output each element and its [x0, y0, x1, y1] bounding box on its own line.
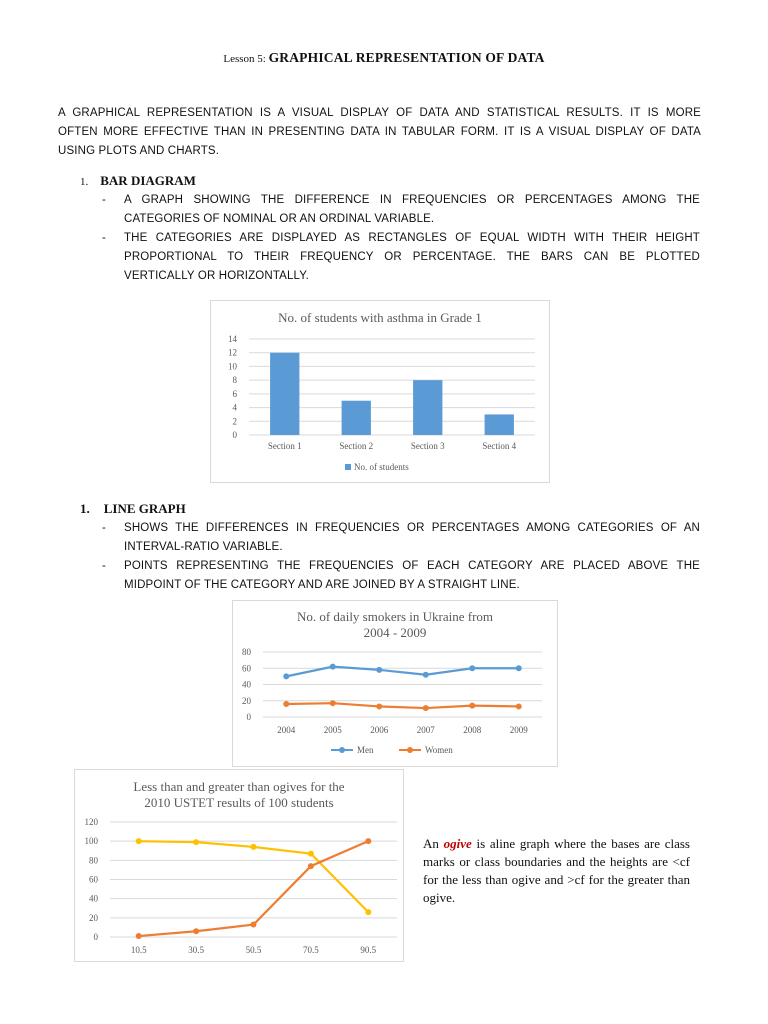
- bar-bullet-1: [102, 191, 700, 229]
- data-point: [423, 705, 429, 711]
- ogive-note: [423, 835, 690, 907]
- bullet-line: SHOWS THE DIFFERENCES IN FREQUENCIES OR PERCENTAGES AMONG CATEGORIES OF AN: [124, 522, 700, 534]
- intro-line: USING PLOTS AND CHARTS.: [58, 145, 220, 157]
- y-tick-label: 80: [89, 855, 98, 866]
- chart-title: Less than and greater than ogives for the: [133, 779, 345, 794]
- legend-swatch: [345, 464, 351, 470]
- data-point: [251, 844, 257, 850]
- y-tick-label: 10: [228, 361, 237, 372]
- data-point: [365, 909, 371, 915]
- bullet-line: A GRAPH SHOWING THE DIFFERENCE IN FREQUENCIES OR PERCENTAGES AMONG THE: [124, 194, 700, 206]
- title-prefix: Lesson 5:: [223, 53, 266, 65]
- x-tick-label: 2008: [463, 725, 482, 735]
- y-tick-label: 60: [242, 663, 251, 674]
- bullet-line: MIDPOINT OF THE CATEGORY AND ARE JOINED BY A STRAIGHT LINE.: [124, 579, 520, 591]
- intro-line: OFTEN MORE EFFECTIVE THAN IN PRESENTING DATA IN TABULAR FORM. IT IS A VISUAL DISPLAY OF DATA: [58, 126, 701, 138]
- y-tick-label: 0: [93, 932, 98, 942]
- ogive-note-post: is aline graph where the bases are class marks or class boundaries and the heights are <cf for the less than ogive and >cf for the greater than ogive.: [423, 836, 690, 905]
- legend-marker: [339, 747, 345, 753]
- x-tick-label: 2006: [370, 725, 389, 735]
- data-point: [376, 703, 382, 709]
- x-tick-label: 30.5: [188, 945, 204, 955]
- x-tick-label: Section 2: [339, 441, 374, 451]
- line-bullet-1: [102, 519, 700, 557]
- data-point: [193, 839, 199, 845]
- data-point: [469, 703, 475, 709]
- title-main: GRAPHICAL REPRESENTATION OF DATA: [268, 50, 545, 65]
- data-point: [308, 851, 314, 857]
- data-point: [516, 665, 522, 671]
- x-tick-label: 10.5: [130, 945, 147, 955]
- legend-label: Men: [357, 745, 374, 755]
- x-tick-label: 50.5: [245, 945, 262, 955]
- y-tick-label: 0: [232, 430, 237, 440]
- series-line: [286, 703, 519, 708]
- data-point: [193, 928, 199, 934]
- section-heading: BAR DIAGRAM: [100, 173, 196, 188]
- line-section-heading: [80, 500, 186, 518]
- section-number: 1.: [80, 501, 90, 516]
- ogive-chart: [74, 769, 404, 962]
- smokers-chart-svg: [233, 601, 557, 766]
- x-tick-label: 2004: [277, 725, 296, 735]
- y-tick-label: 120: [84, 817, 98, 827]
- chart-title: No. of daily smokers in Ukraine from: [296, 609, 494, 624]
- y-tick-label: 8: [232, 375, 237, 386]
- bullet-line: INTERVAL-RATIO VARIABLE.: [124, 541, 283, 553]
- bar: [413, 380, 442, 435]
- x-tick-label: Section 1: [267, 441, 302, 451]
- y-tick-label: 60: [89, 874, 98, 885]
- chart-title: 2010 USTET results of 100 students: [144, 795, 334, 810]
- bullet-line: POINTS REPRESENTING THE FREQUENCIES OF EACH CATEGORY ARE PLACED ABOVE THE: [124, 560, 700, 572]
- intro-paragraph: [58, 104, 701, 161]
- bullet-line: PROPORTIONAL TO THEIR FREQUENCY OR PERCENTAGE. THE BARS CAN BE PLOTTED: [124, 251, 700, 263]
- y-tick-label: 20: [242, 695, 251, 706]
- chart-title: 2004 - 2009: [363, 625, 427, 640]
- y-tick-label: 14: [228, 334, 237, 344]
- section-number: 1.: [80, 176, 89, 188]
- ogive-chart-svg: [75, 770, 403, 961]
- x-tick-label: Section 4: [482, 441, 517, 451]
- line-bullet-2: [102, 557, 700, 595]
- y-tick-label: 100: [84, 836, 98, 847]
- y-tick-label: 0: [246, 712, 251, 722]
- bullet-marker: -: [102, 560, 106, 572]
- section-heading: LINE GRAPH: [103, 501, 186, 516]
- bar: [270, 353, 299, 435]
- x-tick-label: 2007: [416, 725, 435, 735]
- y-tick-label: 40: [242, 679, 251, 690]
- x-tick-label: 70.5: [303, 945, 319, 955]
- y-tick-label: 6: [232, 388, 237, 399]
- x-tick-label: 2005: [323, 725, 342, 735]
- bar-chart: [210, 300, 550, 483]
- data-point: [283, 673, 289, 679]
- legend-marker: [407, 747, 413, 753]
- data-point: [365, 838, 371, 844]
- data-point: [423, 672, 429, 678]
- bullet-marker: -: [102, 194, 106, 206]
- bar-chart-svg: [211, 301, 549, 482]
- bar: [342, 401, 371, 435]
- data-point: [516, 703, 522, 709]
- chart-title: No. of students with asthma in Grade 1: [278, 310, 482, 325]
- data-point: [308, 863, 314, 869]
- intro-line: A GRAPHICAL REPRESENTATION IS A VISUAL DISPLAY OF DATA AND STATISTICAL RESULTS. IT IS MORE: [58, 107, 701, 119]
- data-point: [330, 664, 336, 670]
- ogive-note-pre: An: [423, 836, 444, 851]
- bar-section-heading: [80, 172, 196, 190]
- bullet-line: THE CATEGORIES ARE DISPLAYED AS RECTANGLES OF EQUAL WIDTH WITH THEIR HEIGHT: [124, 232, 700, 244]
- bullet-marker: -: [102, 522, 106, 534]
- series-line: [139, 841, 369, 912]
- bullet-line: VERTICALLY OR HORIZONTALLY.: [124, 270, 309, 282]
- y-tick-label: 4: [232, 402, 237, 413]
- bullet-line: CATEGORIES OF NOMINAL OR AN ORDINAL VARIABLE.: [124, 213, 435, 225]
- data-point: [330, 700, 336, 706]
- data-point: [136, 838, 142, 844]
- y-tick-label: 80: [242, 647, 251, 657]
- y-tick-label: 2: [232, 416, 237, 427]
- ogive-keyword: ogive: [443, 836, 472, 851]
- y-tick-label: 12: [228, 347, 237, 358]
- data-point: [136, 933, 142, 939]
- x-tick-label: Section 3: [410, 441, 445, 451]
- bar-bullet-2: [102, 229, 700, 286]
- legend-label: Women: [425, 745, 453, 755]
- data-point: [251, 922, 257, 928]
- data-point: [376, 667, 382, 673]
- x-tick-label: 2009: [509, 725, 528, 735]
- y-tick-label: 40: [89, 893, 98, 904]
- legend-label: No. of students: [354, 462, 409, 472]
- bullet-marker: -: [102, 232, 106, 244]
- page-title: [0, 50, 768, 66]
- bar: [485, 414, 514, 435]
- data-point: [283, 701, 289, 707]
- x-tick-label: 90.5: [360, 945, 377, 955]
- data-point: [469, 665, 475, 671]
- y-tick-label: 20: [89, 912, 98, 923]
- smokers-line-chart: [232, 600, 558, 767]
